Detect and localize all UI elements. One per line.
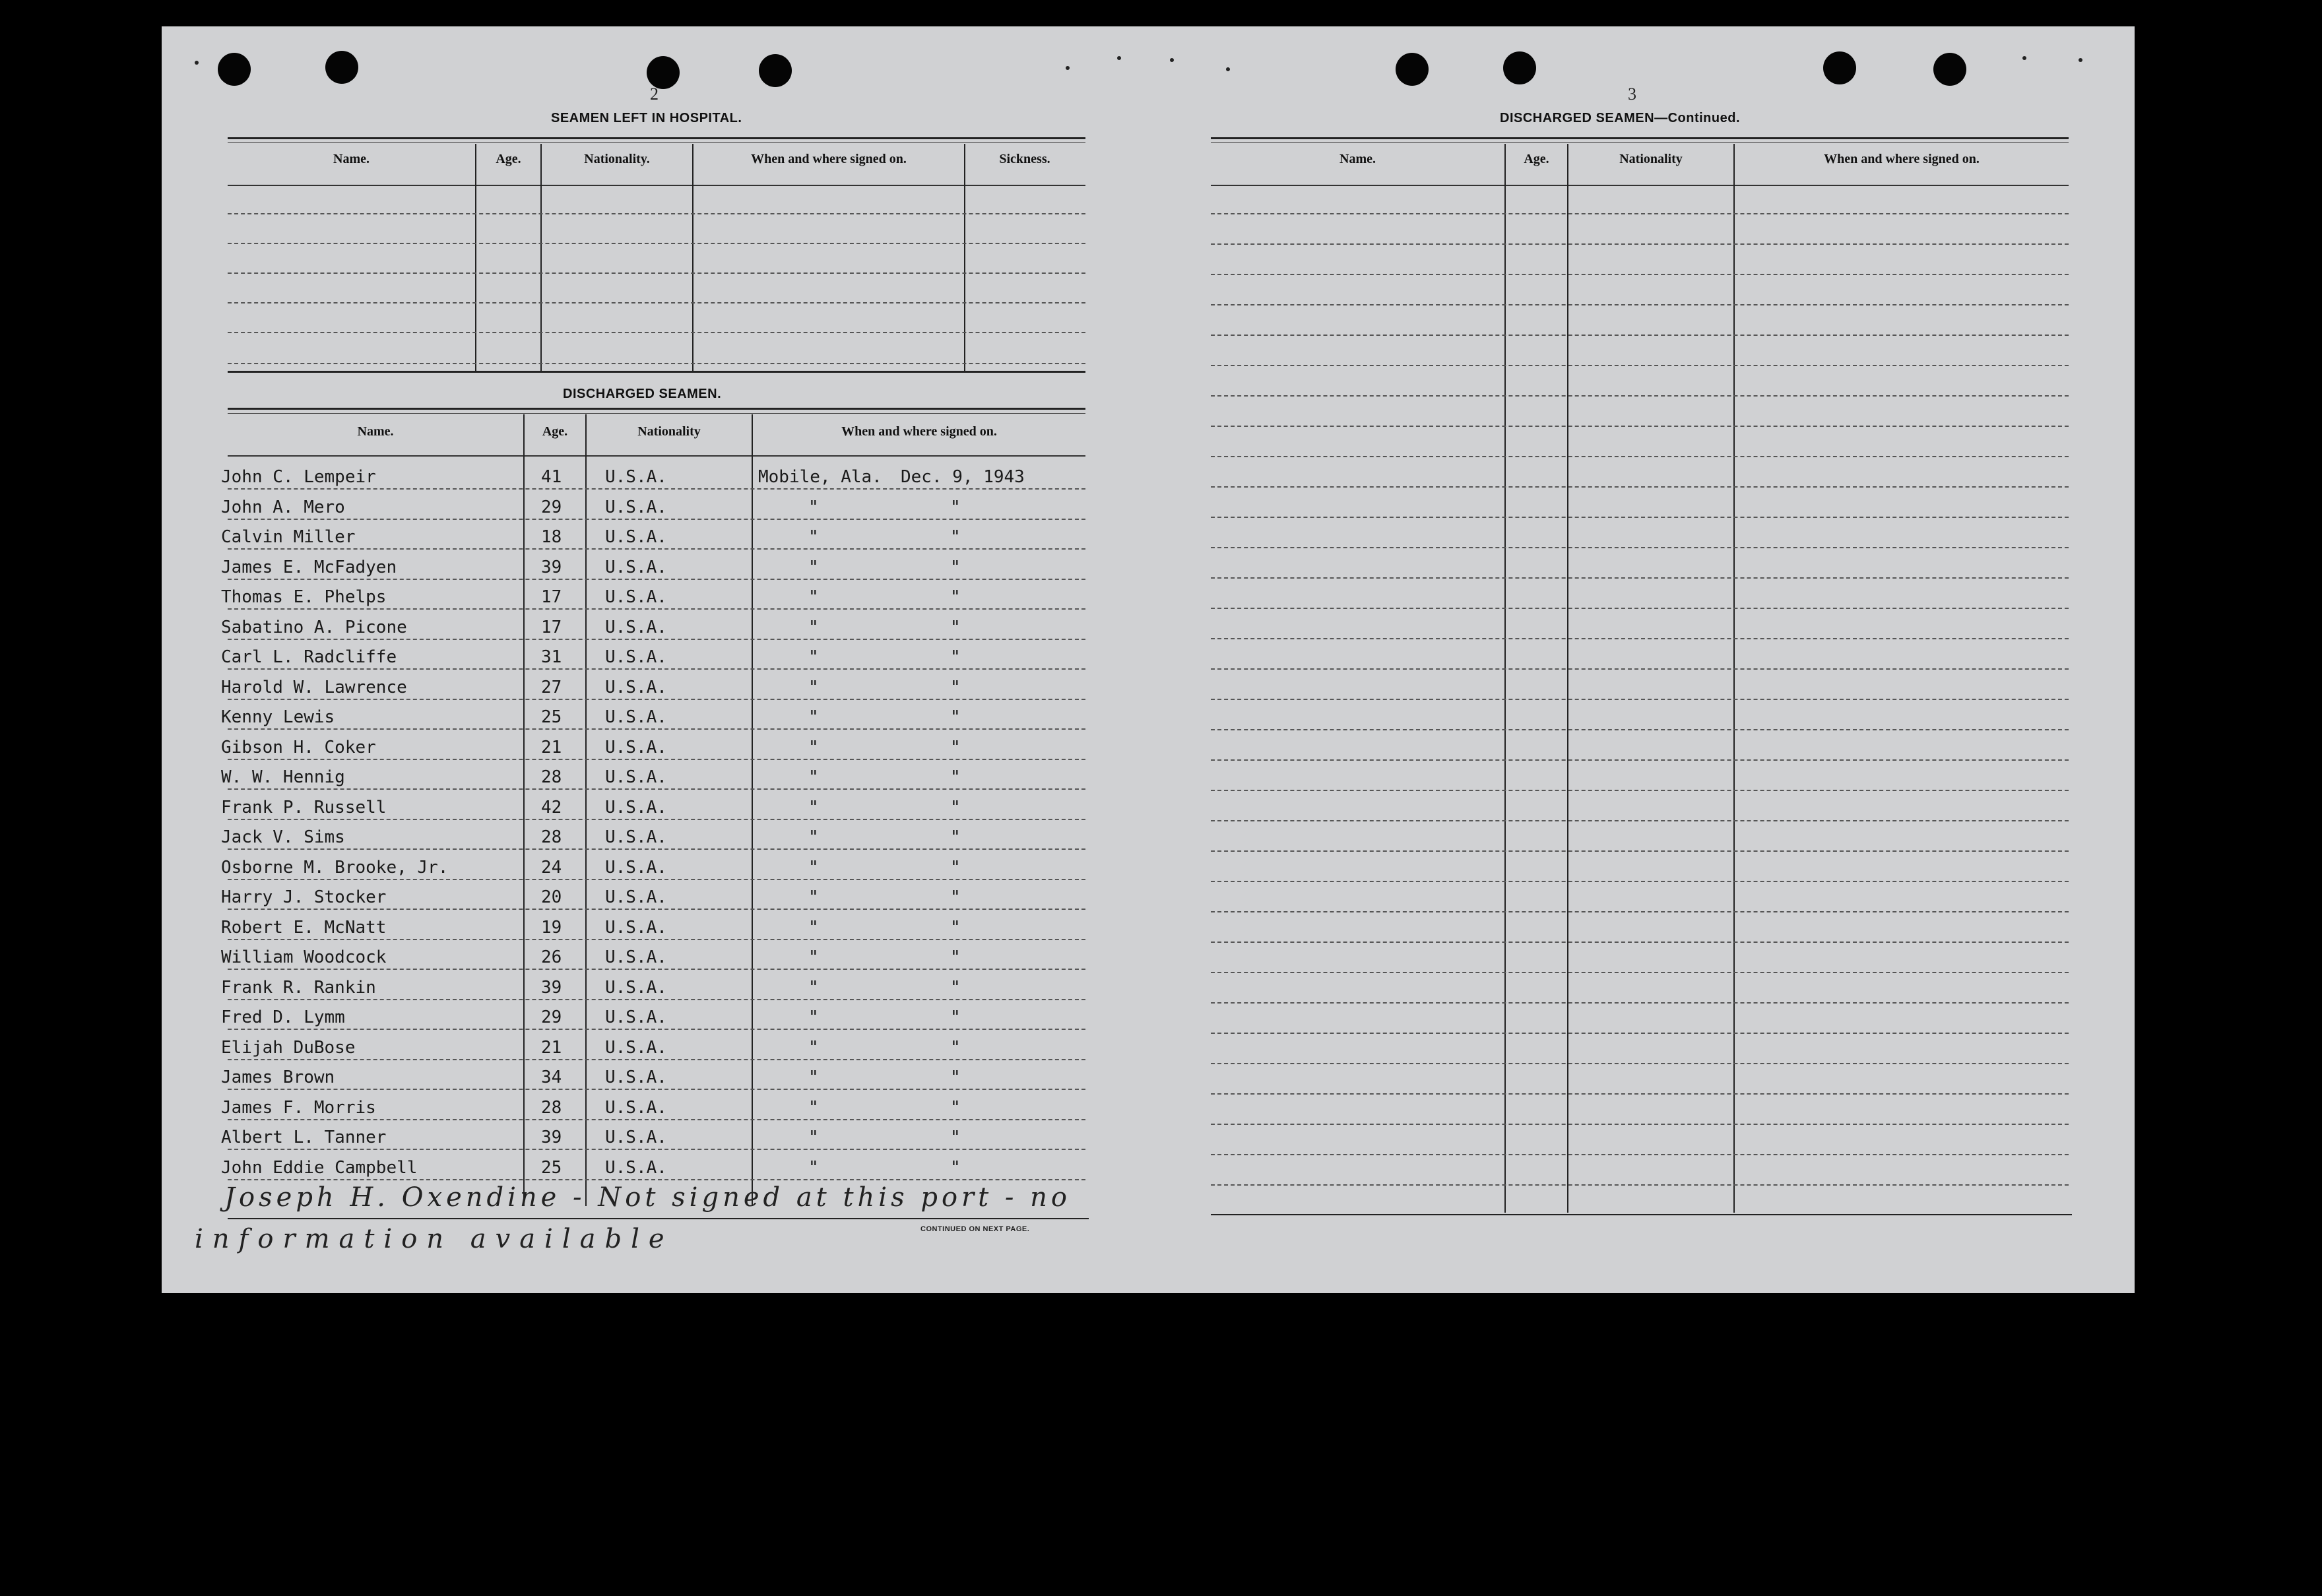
blank-row bbox=[1211, 668, 2069, 670]
seaman-age: 31 bbox=[541, 647, 562, 667]
seaman-name: Harold W. Lawrence bbox=[221, 677, 407, 697]
row-rule bbox=[228, 819, 1085, 820]
hospital-section-title: SEAMEN LEFT IN HOSPITAL. bbox=[551, 111, 742, 125]
blank-row bbox=[1211, 942, 2069, 943]
seaman-name: W. W. Hennig bbox=[221, 767, 345, 787]
seaman-nationality: U.S.A. bbox=[605, 1097, 667, 1118]
signed-on-date: " bbox=[950, 947, 961, 967]
seaman-nationality: U.S.A. bbox=[605, 857, 667, 878]
header-signed-on: When and where signed on. bbox=[841, 424, 997, 439]
signed-on-place: " bbox=[808, 1068, 819, 1087]
blank-row bbox=[1211, 1063, 2069, 1064]
rule bbox=[228, 185, 1085, 186]
header-name: Name. bbox=[1339, 152, 1376, 166]
seaman-age: 17 bbox=[541, 617, 562, 637]
blank-row bbox=[228, 302, 1085, 303]
seaman-nationality: U.S.A. bbox=[605, 647, 667, 667]
seaman-nationality: U.S.A. bbox=[605, 527, 667, 547]
rule bbox=[228, 455, 1085, 457]
row-rule bbox=[228, 1149, 1085, 1150]
handwritten-note: Joseph H. Oxendine - Not signed at this port - no bbox=[224, 1182, 1072, 1213]
seaman-age: 28 bbox=[541, 827, 562, 847]
seaman-name: Carl L. Radcliffe bbox=[221, 647, 397, 667]
header-name: Name. bbox=[333, 152, 370, 166]
rule bbox=[1211, 137, 2069, 139]
signed-on-date: " bbox=[950, 707, 961, 727]
blank-row bbox=[1211, 1124, 2069, 1125]
seaman-age: 41 bbox=[541, 467, 562, 487]
seaman-nationality: U.S.A. bbox=[605, 947, 667, 967]
blank-row bbox=[1211, 820, 2069, 821]
row-rule bbox=[228, 788, 1085, 790]
signed-on-place: " bbox=[808, 527, 819, 547]
seaman-nationality: U.S.A. bbox=[605, 1128, 667, 1147]
column-divider bbox=[475, 144, 476, 371]
seaman-nationality: U.S.A. bbox=[605, 557, 667, 577]
blank-row bbox=[1211, 213, 2069, 214]
handwritten-note: information available bbox=[195, 1224, 674, 1254]
seaman-age: 26 bbox=[541, 947, 562, 967]
header-sickness: Sickness. bbox=[999, 152, 1050, 166]
seaman-name: Kenny Lewis bbox=[221, 707, 335, 727]
row-rule bbox=[228, 759, 1085, 760]
punch-hole bbox=[325, 51, 358, 84]
blank-row bbox=[1211, 850, 2069, 852]
rule bbox=[228, 413, 1085, 414]
column-divider bbox=[523, 414, 525, 1206]
blank-row bbox=[1211, 1093, 2069, 1095]
seaman-nationality: U.S.A. bbox=[605, 587, 667, 607]
signed-on-date: " bbox=[950, 677, 961, 697]
blank-row bbox=[1211, 243, 2069, 245]
signed-on-place: " bbox=[808, 497, 819, 517]
blank-row bbox=[1211, 608, 2069, 609]
seaman-age: 20 bbox=[541, 887, 562, 907]
header-age: Age. bbox=[542, 424, 568, 439]
seaman-age: 28 bbox=[541, 1097, 562, 1118]
blank-row bbox=[1211, 1033, 2069, 1034]
row-rule bbox=[228, 728, 1085, 730]
punch-hole bbox=[759, 54, 792, 87]
signed-on-place: " bbox=[808, 887, 819, 907]
seaman-name: Robert E. McNatt bbox=[221, 917, 387, 938]
row-rule bbox=[228, 879, 1085, 880]
seaman-age: 39 bbox=[541, 557, 562, 577]
row-rule bbox=[228, 1119, 1085, 1120]
signed-on-place: " bbox=[808, 737, 819, 757]
seaman-name: John Eddie Campbell bbox=[221, 1157, 418, 1178]
seaman-age: 17 bbox=[541, 587, 562, 607]
blank-row bbox=[1211, 365, 2069, 366]
speck bbox=[1066, 66, 1070, 70]
signed-on-place: " bbox=[808, 1128, 819, 1147]
punch-hole bbox=[1503, 51, 1536, 84]
signed-on-date: " bbox=[950, 887, 961, 907]
seaman-name: John A. Mero bbox=[221, 497, 345, 517]
blank-row bbox=[1211, 547, 2069, 548]
header-nationality: Nationality bbox=[1619, 152, 1683, 166]
seaman-name: John C. Lempeir bbox=[221, 467, 376, 487]
seaman-age: 21 bbox=[541, 1037, 562, 1058]
row-rule bbox=[228, 969, 1085, 970]
seaman-nationality: U.S.A. bbox=[605, 1037, 667, 1058]
seaman-nationality: U.S.A. bbox=[605, 917, 667, 938]
row-rule bbox=[228, 909, 1085, 910]
row-rule bbox=[228, 999, 1085, 1000]
seaman-age: 18 bbox=[541, 527, 562, 547]
blank-row bbox=[1211, 577, 2069, 579]
seaman-name: Gibson H. Coker bbox=[221, 737, 376, 757]
blank-row bbox=[1211, 1154, 2069, 1155]
blank-row bbox=[228, 363, 1085, 364]
signed-on-date: " bbox=[950, 797, 961, 817]
signed-on-date: " bbox=[950, 767, 961, 787]
blank-row bbox=[1211, 881, 2069, 882]
rule bbox=[228, 137, 1085, 139]
speck bbox=[2022, 56, 2026, 60]
signed-on-place: " bbox=[808, 1097, 819, 1118]
seaman-name: Jack V. Sims bbox=[221, 827, 345, 847]
signed-on-date: " bbox=[950, 1128, 961, 1147]
seaman-age: 42 bbox=[541, 797, 562, 817]
seaman-name: Albert L. Tanner bbox=[221, 1128, 387, 1147]
signed-on-date: " bbox=[950, 1037, 961, 1058]
seaman-age: 19 bbox=[541, 917, 562, 938]
speck bbox=[195, 61, 199, 65]
blank-row bbox=[1211, 911, 2069, 912]
seaman-name: James Brown bbox=[221, 1068, 335, 1087]
signed-on-place: " bbox=[808, 827, 819, 847]
row-rule bbox=[228, 1029, 1085, 1030]
seaman-age: 21 bbox=[541, 737, 562, 757]
signed-on-date: " bbox=[950, 527, 961, 547]
blank-row bbox=[1211, 1184, 2069, 1186]
signed-on-date: " bbox=[950, 1068, 961, 1087]
signed-on-place: " bbox=[808, 557, 819, 577]
signed-on-date: " bbox=[950, 617, 961, 637]
column-divider bbox=[585, 414, 587, 1206]
row-rule bbox=[228, 548, 1085, 550]
signed-on-date: " bbox=[950, 1007, 961, 1027]
document-sheet bbox=[162, 26, 2135, 1293]
rule bbox=[1211, 1214, 2072, 1215]
speck bbox=[1170, 58, 1174, 62]
seaman-age: 25 bbox=[541, 1157, 562, 1178]
seaman-age: 29 bbox=[541, 497, 562, 517]
signed-on-place: " bbox=[808, 1037, 819, 1058]
seaman-nationality: U.S.A. bbox=[605, 467, 667, 487]
discharged-section-title: DISCHARGED SEAMEN. bbox=[563, 387, 722, 401]
column-divider bbox=[692, 144, 693, 371]
signed-on-place: " bbox=[808, 707, 819, 727]
seaman-nationality: U.S.A. bbox=[605, 677, 667, 697]
signed-on-place: " bbox=[808, 1007, 819, 1027]
speck bbox=[1226, 67, 1230, 71]
page-number: 3 bbox=[1628, 84, 1636, 104]
row-rule bbox=[228, 1089, 1085, 1090]
signed-on-date: " bbox=[950, 647, 961, 667]
row-rule bbox=[228, 668, 1085, 670]
seaman-nationality: U.S.A. bbox=[605, 797, 667, 817]
signed-on-place: " bbox=[808, 857, 819, 878]
header-signed-on: When and where signed on. bbox=[1824, 152, 1980, 166]
header-nationality: Nationality bbox=[637, 424, 701, 439]
blank-row bbox=[1211, 426, 2069, 427]
blank-row bbox=[228, 272, 1085, 274]
speck bbox=[2079, 58, 2082, 62]
row-rule bbox=[228, 699, 1085, 700]
continued-note: CONTINUED ON NEXT PAGE. bbox=[920, 1225, 1030, 1233]
signed-on-date: Dec. 9, 1943 bbox=[901, 467, 1025, 487]
blank-row bbox=[228, 332, 1085, 333]
blank-row bbox=[1211, 699, 2069, 700]
seaman-age: 28 bbox=[541, 767, 562, 787]
blank-row bbox=[1211, 1002, 2069, 1004]
seaman-age: 29 bbox=[541, 1007, 562, 1027]
row-rule bbox=[228, 848, 1085, 850]
seaman-name: Thomas E. Phelps bbox=[221, 587, 387, 607]
blank-row bbox=[1211, 274, 2069, 275]
header-signed-on: When and where signed on. bbox=[751, 152, 907, 166]
signed-on-date: " bbox=[950, 977, 961, 998]
blank-row bbox=[228, 213, 1085, 214]
seaman-name: Osborne M. Brooke, Jr. bbox=[221, 857, 449, 878]
row-rule bbox=[228, 519, 1085, 520]
seaman-name: Frank P. Russell bbox=[221, 797, 387, 817]
signed-on-place: " bbox=[808, 1157, 819, 1178]
signed-on-date: " bbox=[950, 737, 961, 757]
seaman-age: 27 bbox=[541, 677, 562, 697]
signed-on-place: Mobile, Ala. bbox=[758, 467, 882, 487]
seaman-nationality: U.S.A. bbox=[605, 887, 667, 907]
row-rule bbox=[228, 1059, 1085, 1060]
rule bbox=[228, 142, 1085, 143]
row-rule bbox=[228, 488, 1085, 490]
row-rule bbox=[228, 1179, 1085, 1180]
continued-section-title: DISCHARGED SEAMEN—Continued. bbox=[1500, 111, 1740, 125]
column-divider bbox=[540, 144, 542, 371]
signed-on-place: " bbox=[808, 767, 819, 787]
row-rule bbox=[228, 639, 1085, 640]
rule bbox=[228, 1218, 1089, 1219]
blank-row bbox=[228, 243, 1085, 244]
blank-row bbox=[1211, 759, 2069, 761]
seaman-nationality: U.S.A. bbox=[605, 617, 667, 637]
rule bbox=[1211, 185, 2069, 186]
signed-on-place: " bbox=[808, 617, 819, 637]
punch-hole bbox=[1933, 53, 1966, 86]
punch-hole bbox=[218, 53, 251, 86]
signed-on-date: " bbox=[950, 587, 961, 607]
rule bbox=[228, 371, 1085, 373]
seaman-name: William Woodcock bbox=[221, 947, 387, 967]
signed-on-date: " bbox=[950, 1097, 961, 1118]
column-divider bbox=[752, 414, 753, 1206]
header-nationality: Nationality. bbox=[584, 152, 650, 166]
header-name: Name. bbox=[357, 424, 394, 439]
signed-on-date: " bbox=[950, 857, 961, 878]
seaman-age: 39 bbox=[541, 977, 562, 998]
signed-on-place: " bbox=[808, 977, 819, 998]
signed-on-date: " bbox=[950, 827, 961, 847]
seaman-name: James E. McFadyen bbox=[221, 557, 397, 577]
seaman-name: Frank R. Rankin bbox=[221, 977, 376, 998]
punch-hole bbox=[1823, 51, 1856, 84]
seaman-name: Calvin Miller bbox=[221, 527, 356, 547]
signed-on-place: " bbox=[808, 587, 819, 607]
blank-row bbox=[1211, 638, 2069, 639]
blank-row bbox=[1211, 729, 2069, 730]
header-age: Age. bbox=[496, 152, 521, 166]
seaman-nationality: U.S.A. bbox=[605, 707, 667, 727]
signed-on-date: " bbox=[950, 1157, 961, 1178]
row-rule bbox=[228, 939, 1085, 940]
speck bbox=[1117, 56, 1121, 60]
blank-row bbox=[1211, 517, 2069, 518]
signed-on-place: " bbox=[808, 677, 819, 697]
row-rule bbox=[228, 608, 1085, 610]
seaman-age: 24 bbox=[541, 857, 562, 878]
seaman-nationality: U.S.A. bbox=[605, 1007, 667, 1027]
blank-row bbox=[1211, 304, 2069, 305]
blank-row bbox=[1211, 395, 2069, 397]
signed-on-place: " bbox=[808, 797, 819, 817]
seaman-nationality: U.S.A. bbox=[605, 1157, 667, 1178]
blank-row bbox=[1211, 456, 2069, 457]
rule bbox=[228, 408, 1085, 410]
blank-row bbox=[1211, 790, 2069, 791]
blank-row bbox=[1211, 335, 2069, 336]
blank-row bbox=[1211, 972, 2069, 973]
seaman-name: James F. Morris bbox=[221, 1097, 376, 1118]
signed-on-date: " bbox=[950, 497, 961, 517]
seaman-nationality: U.S.A. bbox=[605, 767, 667, 787]
seaman-nationality: U.S.A. bbox=[605, 737, 667, 757]
seaman-age: 34 bbox=[541, 1068, 562, 1087]
punch-hole bbox=[1396, 53, 1429, 86]
page-number: 2 bbox=[650, 84, 659, 104]
blank-row bbox=[1211, 486, 2069, 488]
seaman-name: Elijah DuBose bbox=[221, 1037, 356, 1058]
signed-on-place: " bbox=[808, 647, 819, 667]
seaman-age: 39 bbox=[541, 1128, 562, 1147]
seaman-nationality: U.S.A. bbox=[605, 1068, 667, 1087]
seaman-age: 25 bbox=[541, 707, 562, 727]
column-divider bbox=[964, 144, 965, 371]
seaman-nationality: U.S.A. bbox=[605, 827, 667, 847]
signed-on-place: " bbox=[808, 917, 819, 938]
seaman-name: Sabatino A. Picone bbox=[221, 617, 407, 637]
seaman-nationality: U.S.A. bbox=[605, 977, 667, 998]
rule bbox=[1211, 142, 2069, 143]
seaman-name: Harry J. Stocker bbox=[221, 887, 387, 907]
header-age: Age. bbox=[1524, 152, 1549, 166]
seaman-name: Fred D. Lymm bbox=[221, 1007, 345, 1027]
row-rule bbox=[228, 579, 1085, 580]
signed-on-date: " bbox=[950, 557, 961, 577]
signed-on-place: " bbox=[808, 947, 819, 967]
seaman-nationality: U.S.A. bbox=[605, 497, 667, 517]
signed-on-date: " bbox=[950, 917, 961, 938]
